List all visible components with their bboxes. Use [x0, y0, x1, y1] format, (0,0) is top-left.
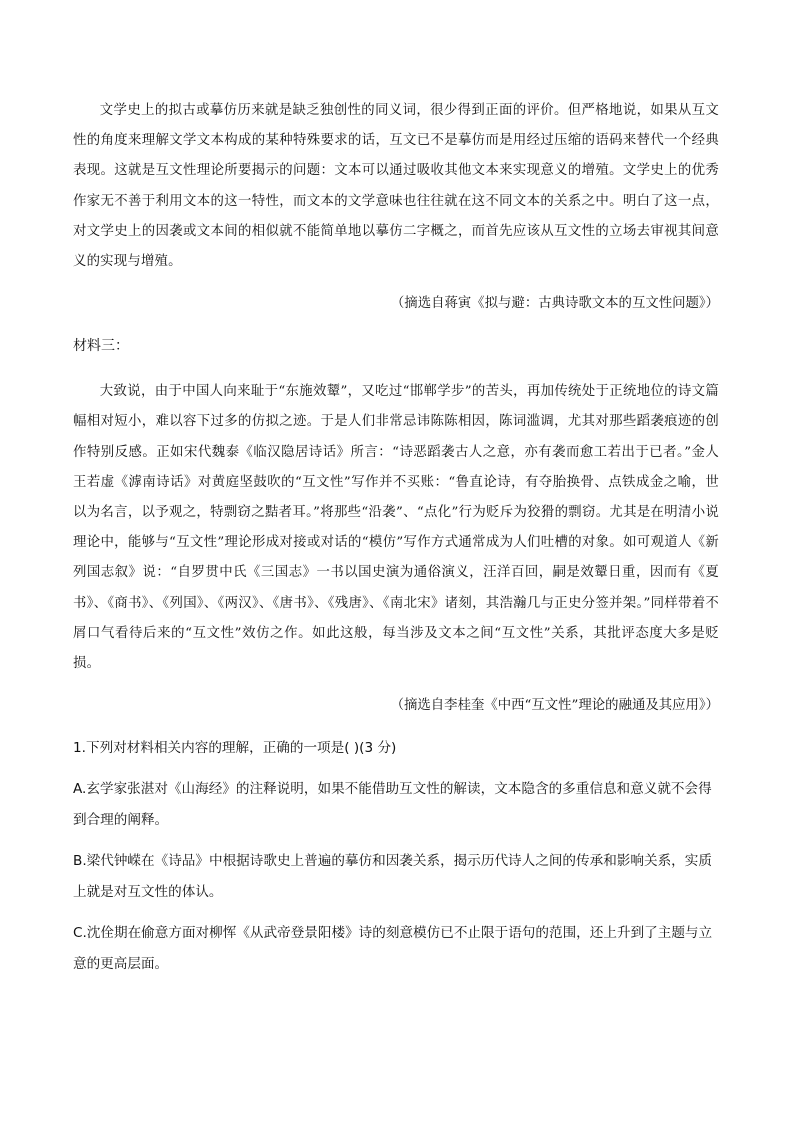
question-stem: 1.下列对材料相关内容的理解，正确的一项是( )(3 分): [73, 740, 397, 757]
material2-source: （摘选自蒋寅《拟与避：古典诗歌文本的互文性问题》）: [390, 296, 719, 312]
material3-paragraph: 大致说，由于中国人向来耻于“东施效颦”，又吃过“邯郸学步”的苦头，再加传统处于正统地位的诗文篇幅相对短小，难以容下过多的仿拟之迹。于是人们非常忌讳陈陈相因，陈词滥调，尤其对那些蹈袭痕迹的创作特别反感。正如宋代魏泰《临汉隐居诗话》所言：“诗恶蹈袭古人之意，亦有袭而愈工若出于已者。”金人王若虚《滹南诗话》对黄庭坚鼓吹的“互文性”写作并不买账：“鲁直论诗，有夺胎换骨、点铁成金之喻，世以为名言，以予观之，特剽窃之黠者耳。”将那些“沿袭”、“点化”行为贬斥为狡猾的剽窃。尤其是在明清小说理论中，能够与“互文性”理论形成对接或对话的“模仿”写作方式通常成为人们吐槽的对象。如可观道人《新列国志叙》说：“自罗贯中氏《三国志》一书以国史演为通俗演义，汪洋百回，嗣是效颦日重，因而有《夏书》、《商书》、《列国》、《两汉》、《唐书》、《残唐》、《南北宋》诸刻，其浩瀚几与正史分签并架。”同样带着不屑口气看待后来的“互文性”效仿之作。如此这般，每当涉及文本之间“互文性”关系，其批评态度大多是贬损。: [73, 384, 719, 672]
option-a: A.玄学家张湛对《山海经》的注释说明，如果不能借助互文性的解读，文本隐含的多重信息和意义就不会得到合理的阐释。: [73, 781, 712, 829]
material3-source: （摘选自李桂奎《中西“互文性”理论的融通及其应用》）: [390, 698, 719, 714]
option-c: C.沈佺期在偷意方面对柳恽《从武帝登景阳楼》诗的刻意模仿已不止限于语句的范围，还上升到了主题与立意的更高层面。: [73, 925, 713, 973]
material2-paragraph: 文学史上的拟古或摹仿历来就是缺乏独创性的同义词，很少得到正面的评价。但严格地说，如果从互文性的角度来理解文学文本构成的某种特殊要求的话，互文已不是摹仿而是用经过压缩的语码来替代一个经典表现。这就是互文性理论所要揭示的问题：文本可以通过吸收其他文本来实现意义的增殖。文学史上的优秀作家无不善于利用文本的这一特性，而文本的文学意味也往往就在这不同文本的关系之中。明白了这一点，对文学史上的因袭或文本间的相似就不能简单地以摹仿二字概之，而首先应该从互文性的立场去审视其间意义的实现与增殖。: [73, 103, 719, 270]
document-page: [73, 96, 719, 980]
material3-label: 材料三：: [73, 338, 129, 355]
option-b: B.梁代钟嵘在《诗品》中根据诗歌史上普遍的摹仿和因袭关系，揭示历代诗人之间的传承和影响关系，实质上就是对互文性的体认。: [73, 853, 712, 901]
